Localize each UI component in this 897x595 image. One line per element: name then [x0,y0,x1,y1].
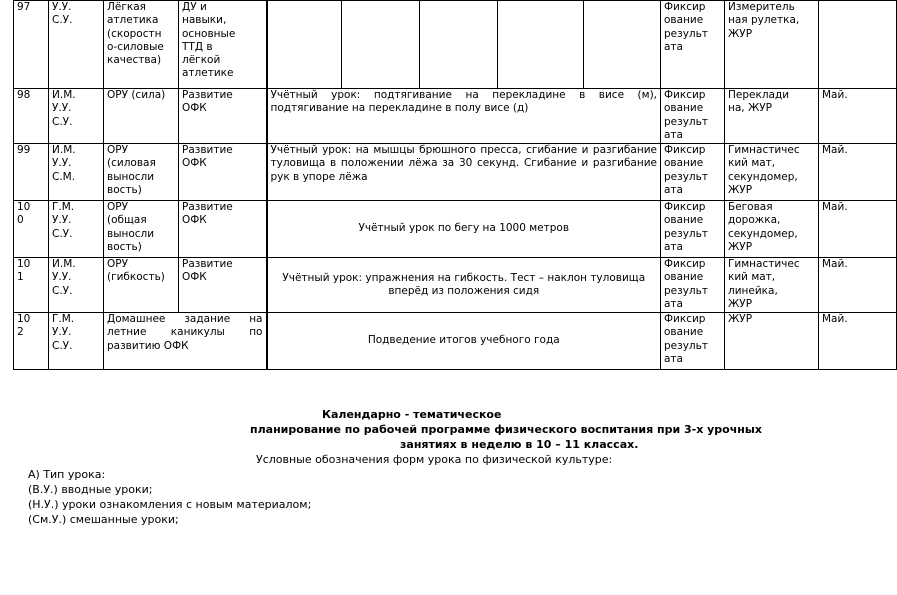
lesson-goal [179,1,267,89]
control-form-line: ование [664,102,704,115]
lesson-content-line: ОРУ [107,201,128,213]
lesson-number [14,313,49,370]
control-form-line: ата [664,352,683,365]
equipment-line: дорожка, [728,214,781,227]
empty-cell [267,1,342,89]
empty-cell [498,1,584,89]
control-form-line: Фиксир [664,258,706,270]
lesson-type [49,201,104,258]
lesson-type-line: С.М. [52,170,76,183]
lesson-content: Домашнее задание на летние каникулы по развитию ОФК [104,313,267,370]
control-form-line: результ [664,227,708,240]
legend-item: (Н.У.) уроки ознакомления с новым материалом; [28,498,312,511]
lesson-content-line: Лёгкая [107,1,146,13]
equipment [725,144,819,201]
control-form-line: Фиксир [664,1,706,13]
equipment [725,89,819,144]
equipment-line: ЖУР [728,297,753,310]
control-form [661,201,725,258]
equipment-line: ЖУР [728,313,753,325]
lesson-goal-line: ДУ и [182,1,207,13]
lesson-type-line: Г.М. [52,201,75,213]
lesson-goal-line: ОФК [182,102,207,115]
control-form-line: ата [664,183,683,196]
lesson-content-line: (скоростн [107,27,162,40]
lesson-description: Учётный урок: упражнения на гибкость. Тест – наклон туловища вперёд из положения сидя [267,258,661,313]
control-form-line: ата [664,297,683,310]
lesson-goal [179,89,267,144]
lesson-content [104,89,179,144]
lesson-description: Подведение итогов учебного года [267,313,661,370]
control-form [661,258,725,313]
lesson-description: Учётный урок: на мышцы брюшного пресса, сгибание и разгибание туловища в положении лёжа за 30 секунд. Сгибание и разгибание рук в упоре лёжа [267,144,661,201]
control-form-line: Фиксир [664,201,706,213]
equipment-line: Беговая [728,201,773,213]
lesson-number-line: 10 [17,258,31,270]
lesson-type-line: С.У. [52,339,73,352]
lesson-number [14,258,49,313]
lesson-type-line: У.У. [52,102,72,115]
lesson-content [104,201,179,258]
lesson-goal-line: навыки, [182,14,227,27]
control-form-line: ата [664,240,683,253]
table-row [14,144,897,201]
lesson-type-line: У.У. [52,214,72,227]
equipment-line: ЖУР [728,27,753,40]
lesson-type-line: И.М. [52,89,76,101]
lesson-description: Учётный урок: подтягивание на перекладине в висе (м), подтягивание на перекладине в полу висе (д) [267,89,661,144]
control-form-line: ование [664,157,704,170]
table-row [14,1,897,89]
lesson-type-line: У.У. [52,1,72,13]
equipment-line: Гимнастичес [728,144,800,156]
lesson-number-line: 10 [17,201,31,213]
lesson-content-line: (общая [107,214,147,227]
lesson-number: 99 [14,144,49,201]
lesson-goal-line: Развитие [182,258,233,270]
control-form-line: результ [664,27,708,40]
control-form [661,1,725,89]
lesson-date: Май. [819,201,897,258]
lesson-content-line: ОРУ [107,144,128,156]
lesson-date: Май. [819,144,897,201]
control-form-line: ование [664,214,704,227]
footer-title-line-2: планирование по рабочей программе физического воспитания при 3-х урочных [250,423,762,436]
equipment-line: ная рулетка, [728,14,800,27]
lesson-content [104,1,179,89]
lesson-content-line: вость) [107,183,142,196]
legend-list [28,467,311,527]
lesson-number-line: 1 [17,271,24,284]
lesson-content-line: выносли [107,227,155,240]
lesson-number: 97 [14,1,49,89]
lesson-goal-line: ОФК [182,214,207,227]
equipment-line: ЖУР [728,240,753,253]
lesson-goal-line: ОФК [182,157,207,170]
control-form-line: Фиксир [664,313,706,325]
lesson-number-line: 0 [17,214,24,227]
legend-item: А) Тип урока: [28,468,106,481]
lesson-goal-line: лёгкой [182,54,221,67]
lesson-type [49,89,104,144]
equipment-line: Переклади [728,89,790,101]
control-form [661,89,725,144]
control-form-line: ование [664,271,704,284]
lesson-goal-line: ТТД в [182,40,213,53]
lesson-type-line: И.М. [52,258,76,270]
lesson-goal-line: ОФК [182,271,207,284]
equipment [725,258,819,313]
equipment-line: Измеритель [728,1,795,13]
lesson-goal-line: Развитие [182,144,233,156]
lesson-content-line: о-силовые [107,40,164,53]
equipment [725,1,819,89]
lesson-date: Май. [819,313,897,370]
lesson-type-line: С.У. [52,115,73,128]
lesson-goal-line: Развитие [182,201,233,213]
lesson-goal-line: основные [182,27,236,40]
lesson-goal [179,144,267,201]
lesson-type-line: У.У. [52,157,72,170]
equipment-line: секундомер, [728,170,798,183]
lesson-content-line: ОРУ [107,258,128,270]
table-row [14,89,897,144]
lesson-content-line: ОРУ (сила) [107,89,166,101]
lesson-goal [179,258,267,313]
control-form-line: результ [664,339,708,352]
lesson-date: Май. [819,258,897,313]
control-form-line: ование [664,326,704,339]
footer-title-line-3: занятиях в неделю в 10 – 11 классах. [400,438,639,451]
control-form-line: результ [664,170,708,183]
lesson-type-line: У.У. [52,326,72,339]
lesson-date [819,1,897,89]
equipment-line: кий мат, [728,271,776,284]
equipment [725,201,819,258]
lesson-type-line: С.У. [52,14,73,27]
lesson-goal [179,201,267,258]
equipment-line: на, ЖУР [728,102,773,115]
lesson-content-line: атлетика [107,14,159,27]
table-row [14,313,897,370]
lesson-plan-table [13,0,897,370]
lesson-number [14,201,49,258]
lesson-type-line: С.У. [52,227,73,240]
equipment-line: кий мат, [728,157,776,170]
equipment [725,313,819,370]
equipment-line: секундомер, [728,227,798,240]
lesson-type [49,258,104,313]
lesson-type [49,313,104,370]
lesson-content [104,144,179,201]
lesson-content-line: выносли [107,170,155,183]
control-form [661,313,725,370]
lesson-type [49,144,104,201]
lesson-content-line: (силовая [107,157,156,170]
lesson-goal-line: Развитие [182,89,233,101]
control-form-line: результ [664,284,708,297]
control-form-line: ование [664,14,704,27]
table-row [14,258,897,313]
lesson-type-line: Г.М. [52,313,75,325]
lesson-type [49,1,104,89]
lesson-number-line: 10 [17,313,31,325]
empty-cell [584,1,661,89]
lesson-number: 98 [14,89,49,144]
table-row [14,201,897,258]
empty-cell [342,1,420,89]
control-form-line: Фиксир [664,89,706,101]
equipment-line: ЖУР [728,183,753,196]
lesson-content [104,258,179,313]
empty-cell [420,1,498,89]
lesson-type-line: У.У. [52,271,72,284]
equipment-line: Гимнастичес [728,258,800,270]
equipment-line: линейка, [728,284,778,297]
lesson-number-line: 2 [17,326,24,339]
legend-item: (См.У.) смешанные уроки; [28,513,179,526]
lesson-content-line: качества) [107,54,162,67]
lesson-content-line: (гибкость) [107,271,165,284]
lesson-type-line: С.У. [52,284,73,297]
legend-item: (В.У.) вводные уроки; [28,483,153,496]
footer-subtitle: Условные обозначения форм урока по физической культуре: [256,453,613,466]
control-form-line: ата [664,128,683,141]
control-form-line: Фиксир [664,144,706,156]
control-form-line: результ [664,115,708,128]
control-form-line: ата [664,40,683,53]
lesson-content-line: вость) [107,240,142,253]
footer-title-line-1: Календарно - тематическое [322,408,502,421]
lesson-type-line: И.М. [52,144,76,156]
lesson-description: Учётный урок по бегу на 1000 метров [267,201,661,258]
control-form [661,144,725,201]
lesson-date: Май. [819,89,897,144]
lesson-goal-line: атлетике [182,67,234,80]
